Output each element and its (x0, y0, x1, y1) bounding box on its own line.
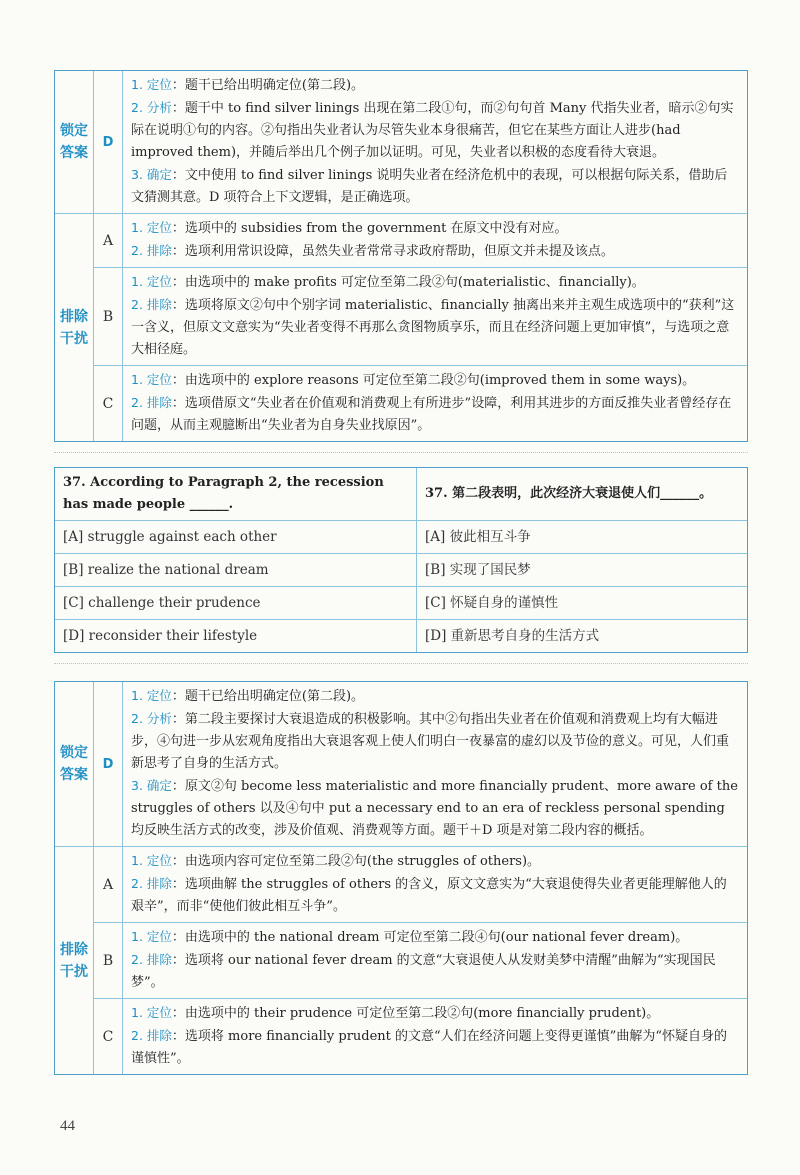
exclude-row (94, 998, 747, 1074)
question-stem-zh: 37. 第二段表明，此次经济大衰退使人们______。 (425, 486, 713, 501)
confirm-text: ：原文②句 become less materialistic and more financially prudent、more aware of the struggles of others 以及④句中 put a necessary end to an era of reckless personal spending 均反映生活方式的改变，涉及价值观、消费观等方面。题干＋D 项是对第二段内容的概括。 (131, 779, 738, 838)
option-zh: [A] 彼此相互斗争 (425, 529, 531, 545)
category-label: 排除干扰 (55, 847, 94, 1074)
question-table (54, 467, 748, 653)
exclude-row (94, 365, 747, 441)
locate-text: ：由选项中的 explore reasons 可定位至第二段②句(improved them in some ways)。 (171, 373, 696, 388)
answer-row (55, 682, 747, 846)
exclude-row (94, 267, 747, 365)
analyze-label: 2. 分析 (131, 100, 172, 115)
locate-label: 1. 定位 (131, 274, 172, 289)
answer-row (55, 71, 747, 213)
option-en: [D] reconsider their lifestyle (55, 620, 417, 652)
question-stem-row (55, 468, 747, 520)
page-number: 44 (60, 1118, 75, 1134)
option-en: [B] realize the national dream (55, 554, 417, 586)
locate-text: ：由选项中的 make profits 可定位至第二段②句(materialistic、financially)。 (171, 275, 645, 290)
locate-text: ：由选项内容可定位至第二段②句(the struggles of others)。 (171, 854, 541, 869)
exclude-group (55, 213, 747, 441)
exclude-text: ：选项曲解 the struggles of others 的含义，原文文意实为“大衰退使得失业者更能理解他人的艰辛”，而非“使他们彼此相互斗争”。 (131, 877, 727, 914)
exclude-text: ：选项借原文“失业者在价值观和消费观上有所进步”设障，利用其进步的方面反推失业者曾经存在问题，从而主观臆断出“失业者为自身失业找原因”。 (131, 396, 732, 433)
locate-label: 1. 定位 (131, 220, 172, 235)
option-row (55, 553, 747, 586)
locate-label: 1. 定位 (131, 1005, 172, 1020)
exclude-label: 2. 排除 (131, 395, 172, 410)
exclude-group (55, 846, 747, 1074)
analysis-block-2 (54, 681, 748, 1075)
option-letter: B (94, 923, 123, 998)
locate-label: 1. 定位 (131, 77, 172, 92)
option-row (55, 520, 747, 553)
category-label: 排除干扰 (55, 214, 94, 441)
exclude-label: 2. 排除 (131, 876, 172, 891)
category-label: 锁定答案 (55, 682, 94, 846)
option-en: [C] challenge their prudence (55, 587, 417, 619)
divider (54, 452, 748, 453)
confirm-label: 3. 确定 (131, 778, 172, 793)
analyze-text: ：题干中 to find silver linings 出现在第二段①句，而②句句首 Many 代指失业者，暗示②句实际在说明①句的内容。②句指出失业者认为尽管失业本身很痛苦，但它在某些方面让人进步(had improved them)，并随后举出几个例子加以证明。可见，失业者以积极的态度看待大衰退。 (131, 101, 734, 160)
question-stem-en: 37. According to Paragraph 2, the recession has made people ______. (55, 468, 417, 520)
locate-label: 1. 定位 (131, 372, 172, 387)
locate-text: ：题干已给出明确定位(第二段)。 (171, 689, 365, 704)
locate-text: ：由选项中的 their prudence 可定位至第二段②句(more financially prudent)。 (171, 1006, 660, 1021)
option-zh: [B] 实现了国民梦 (425, 562, 531, 578)
locate-text: ：题干已给出明确定位(第二段)。 (171, 78, 365, 93)
locate-label: 1. 定位 (131, 688, 172, 703)
exclude-row (94, 214, 747, 267)
analysis-block-1 (54, 70, 748, 442)
exclude-label: 2. 排除 (131, 297, 172, 312)
option-row (55, 586, 747, 619)
analyze-text: ：第二段主要探讨大衰退造成的积极影响。其中②句指出失业者在价值观和消费观上均有大幅进步，④句进一步从宏观角度指出大衰退客观上使人们明白一夜暴富的虚幻以及节俭的意义。可见，人们重新思考了自身的生活方式。 (131, 712, 730, 771)
locate-text: ：由选项中的 the national dream 可定位至第二段④句(our national fever dream)。 (171, 930, 689, 945)
analyze-label: 2. 分析 (131, 711, 172, 726)
confirm-label: 3. 确定 (131, 167, 172, 182)
answer-option: D (94, 682, 123, 846)
exclude-row (94, 847, 747, 922)
locate-label: 1. 定位 (131, 929, 172, 944)
option-letter: A (94, 847, 123, 922)
divider (54, 663, 748, 664)
option-zh: [C] 怀疑自身的谨慎性 (425, 595, 559, 611)
exclude-text: ：选项将 our national fever dream 的文意“大衰退使人从发财美梦中清醒”曲解为“实现国民梦”。 (131, 953, 716, 990)
locate-label: 1. 定位 (131, 853, 172, 868)
exclude-row (94, 922, 747, 998)
confirm-text: ：文中使用 to find silver linings 说明失业者在经济危机中的表现，可以根据句际关系，借助后文猜测其意。D 项符合上下文逻辑，是正确选项。 (131, 168, 728, 205)
option-letter: C (94, 366, 123, 441)
exclude-label: 2. 排除 (131, 952, 172, 967)
exclude-label: 2. 排除 (131, 243, 172, 258)
category-label: 锁定答案 (55, 71, 94, 213)
answer-content (123, 682, 747, 846)
option-zh: [D] 重新思考自身的生活方式 (425, 628, 600, 644)
exclude-text: ：选项将原文②句中个别字词 materialistic、financially 抽离出来并主观生成选项中的“获利”这一含义，但原文文意实为“失业者变得不再那么贪图物质享乐，而且在经济问题上更加审慎”，与选项之意大相径庭。 (131, 298, 735, 357)
exclude-text: ：选项将 more financially prudent 的文意“人们在经济问题上变得更谨慎”曲解为“怀疑自身的谨慎性”。 (131, 1029, 727, 1066)
option-en: [A] struggle against each other (55, 521, 417, 553)
option-letter: A (94, 214, 123, 267)
answer-option: D (94, 71, 123, 213)
locate-text: ：选项中的 subsidies from the government 在原文中没有对应。 (171, 221, 568, 236)
answer-content (123, 71, 747, 213)
exclude-label: 2. 排除 (131, 1028, 172, 1043)
option-row (55, 619, 747, 652)
option-letter: B (94, 268, 123, 365)
option-letter: C (94, 999, 123, 1074)
exclude-text: ：选项利用常识设障，虽然失业者常常寻求政府帮助，但原文并未提及该点。 (171, 244, 614, 259)
